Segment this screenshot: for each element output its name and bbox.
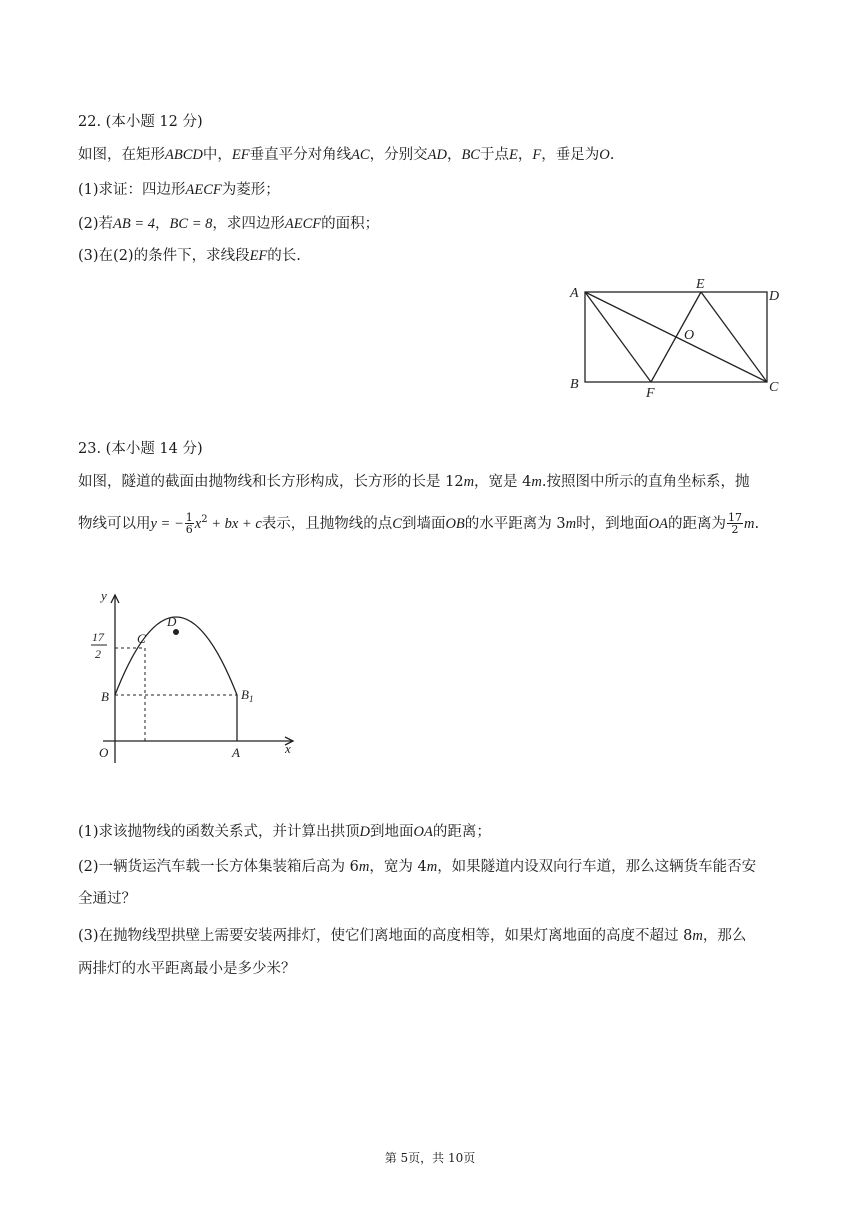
text-segment: (1)求证：四边形	[78, 182, 186, 198]
text-segment: ，求四边形	[212, 216, 285, 232]
label-B1-main: B	[241, 687, 249, 702]
math-AECF: AECF	[284, 216, 322, 232]
text-segment: (3)在(2)的条件下，求线段	[78, 248, 250, 264]
text-segment: 于点	[479, 147, 509, 163]
q22-stem	[78, 145, 614, 165]
text-segment: 的距离；	[432, 824, 491, 840]
segment-AF	[585, 292, 651, 382]
math-EF: EF	[231, 147, 250, 163]
segment-EC	[701, 292, 767, 382]
text-segment: (3)在抛物线型拱壁上需要安装两排灯，使它们离地面的高度相等，如果灯离地面的高度不超过 8	[78, 928, 693, 944]
math-m: m	[463, 474, 475, 490]
q23-part2-line1	[78, 857, 756, 877]
page-footer: 第 5页，共 10页	[384, 1151, 476, 1165]
q23-part2-line2: 全通过？	[78, 891, 136, 907]
label-B1-sub: 1	[248, 694, 254, 704]
math-m: m	[692, 928, 703, 944]
fraction-numerator: 1	[185, 511, 193, 525]
math-EF: EF	[249, 248, 268, 264]
label-A: A	[232, 745, 240, 760]
math-equation-part: y = −	[150, 515, 184, 532]
fraction-denominator: 6	[185, 523, 193, 537]
label-A: A	[570, 286, 579, 301]
text-segment: 中，	[202, 147, 232, 163]
label-O: O	[99, 745, 109, 760]
text-segment: 垂直平分对角线	[249, 147, 352, 163]
vertex-D-point	[173, 629, 179, 635]
tick-numerator: 17	[92, 630, 104, 644]
tick-denominator: 2	[95, 647, 101, 661]
text-segment: ，	[446, 147, 462, 163]
text-segment: 的长.	[267, 248, 301, 264]
label-O: O	[684, 328, 695, 343]
math-AECF: AECF	[185, 182, 222, 198]
math-x: x	[194, 515, 202, 532]
q23-part1	[78, 822, 491, 842]
text-segment: ，垂足为	[541, 147, 600, 163]
label-B: B	[570, 377, 579, 392]
q23-part3-line2: 两排灯的水平距离最小是多少米？	[78, 961, 296, 977]
math-m: m	[531, 474, 542, 490]
label-y: y	[101, 588, 107, 603]
text-segment: (1)求该抛物线的函数关系式，并计算出拱顶	[78, 824, 360, 840]
text-segment: ，那么	[702, 928, 747, 944]
label-x: x	[285, 741, 291, 756]
math-AD: AD	[427, 147, 447, 163]
text-segment: 如图，隧道的截面由抛物线和长方形构成，长方形的长是 12	[78, 474, 464, 490]
label-D: D	[769, 289, 780, 304]
q23-stem-line1	[78, 472, 749, 492]
q22-part3	[78, 246, 301, 266]
text-segment: ，宽为 4	[369, 859, 427, 875]
math-OB: OB	[445, 515, 465, 532]
label-E: E	[696, 277, 705, 292]
label-F: F	[646, 386, 655, 400]
label-C: C	[137, 631, 146, 646]
text-segment: .	[609, 147, 615, 163]
label-B1	[241, 687, 253, 704]
q23-figure	[85, 585, 305, 770]
text-segment: ，	[155, 216, 170, 232]
label-D: D	[167, 614, 177, 629]
q23-header: 23. (本小题 14 分)	[78, 441, 203, 457]
math-F: F	[532, 147, 542, 163]
text-segment: 的距离为	[667, 515, 726, 532]
math-ABCD: ABCD	[165, 147, 203, 163]
q22-header: 22. (本小题 12 分)	[78, 114, 203, 130]
fraction-seventeen-halves	[727, 512, 743, 535]
text-segment: 到墙面	[401, 515, 446, 532]
math-E: E	[508, 147, 518, 163]
text-segment: .按照图中所示的直角坐标系，抛	[541, 474, 750, 490]
text-segment: 为菱形；	[221, 182, 280, 198]
fraction-one-sixth	[185, 512, 194, 535]
text-segment: 时，到地面	[576, 515, 649, 532]
math-m: m	[743, 515, 755, 532]
fraction-denominator: 2	[731, 523, 739, 537]
text-segment: 的面积；	[321, 216, 380, 232]
math-BC-eq: BC = 8	[169, 216, 213, 232]
label-B: B	[101, 689, 109, 704]
text-segment: 的水平距离为 3	[464, 515, 566, 532]
math-AC: AC	[351, 147, 370, 163]
q22-part1	[78, 180, 280, 200]
q22-figure	[560, 275, 790, 400]
text-segment: ，如果隧道内设双向行车道，那么这辆货车能否安	[437, 859, 757, 875]
text-segment: 表示，且抛物线的点	[261, 515, 393, 532]
q23-stem-line2	[78, 510, 759, 535]
text-segment: ，	[517, 147, 533, 163]
text-segment: 如图，在矩形	[78, 147, 165, 163]
text-segment: (2)若	[78, 216, 114, 232]
math-equation-part: + bx + c	[207, 515, 262, 532]
text-segment: ，分别交	[369, 147, 428, 163]
q22-part2	[78, 214, 379, 234]
text-segment: .	[754, 515, 760, 532]
text-segment: 到地面	[370, 824, 414, 840]
label-C: C	[769, 380, 779, 395]
math-m: m	[565, 515, 577, 532]
q23-part3-line1	[78, 926, 746, 946]
math-OA: OA	[413, 824, 433, 840]
math-O: O	[599, 147, 610, 163]
text-segment: (2)一辆货运汽车载一长方体集装箱后高为 6	[78, 859, 359, 875]
text-segment: 物线可以用	[78, 515, 151, 532]
math-OA: OA	[648, 515, 668, 532]
exponent: 2	[201, 514, 208, 525]
math-m: m	[358, 859, 370, 875]
math-m: m	[426, 859, 438, 875]
text-segment: ，宽是 4	[474, 474, 532, 490]
math-BC: BC	[461, 147, 480, 163]
math-C: C	[392, 515, 402, 532]
math-AB-eq: AB = 4	[113, 216, 156, 232]
math-D: D	[359, 824, 371, 840]
fraction-numerator: 17	[727, 511, 742, 525]
